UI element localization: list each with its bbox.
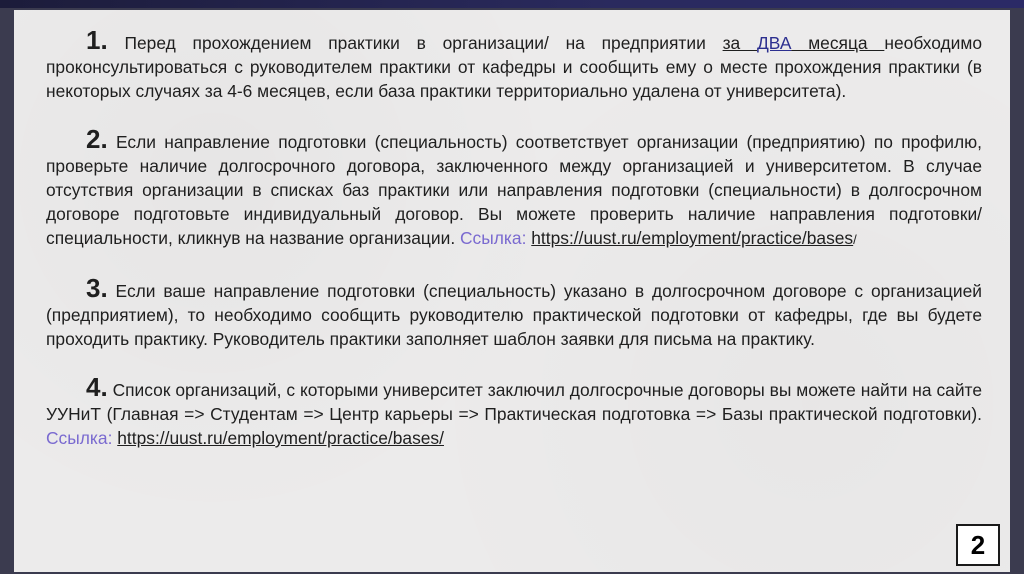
page-number: 2 — [956, 524, 1000, 566]
paragraph-1-underline-a: за — [722, 33, 758, 53]
paragraph-1-underline-b: месяца — [791, 33, 885, 53]
bases-link-2[interactable]: https://uust.ru/employment/practice/bases — [531, 228, 854, 248]
paragraph-3 — [46, 273, 982, 351]
top-bar — [0, 0, 1024, 8]
item-number-4: 4. — [86, 372, 108, 402]
item-number-1: 1. — [86, 25, 108, 55]
paragraph-1-emphasis: ДВА — [757, 33, 792, 53]
paragraph-1-text-a: Перед прохождением практики в организации/ на предприятии — [107, 33, 723, 53]
paragraph-4 — [46, 372, 982, 450]
paragraph-1 — [46, 25, 982, 103]
link-label-2: Ссылка: — [460, 228, 527, 248]
slide — [14, 10, 1010, 572]
item-number-2: 2. — [86, 124, 108, 154]
paragraph-1-text-b: необходимо проконсультироваться с руководителем практики от кафедры и сообщить ему о месте прохождения практики (в некоторых случаях за 4-6 месяцев, если база практики территориально удалена от университета). — [46, 33, 982, 101]
paragraph-2-text: Если направление подготовки (специальность) соответствует организации (предприятию) по профилю, проверьте наличие долгосрочного договора, заключенного между организацией и университетом. В случае отсутствия организации в списках баз практики или направления подготовки (специальности) в долгосрочном договоре подготовьте индивидуальный договор. Вы можете проверить наличие направления подготовки/специальности, кликнув на название организации. — [46, 132, 982, 248]
paragraph-4-text: Список организаций, с которыми университет заключил долгосрочные договоры вы можете найти на сайте УУНиТ (Главная => Студентам => Центр карьеры => Практическая подготовка => Базы практической подготовки). — [46, 380, 982, 424]
paragraph-3-text: Если ваше направление подготовки (специальность) указано в долгосрочном договоре с организацией (предприятием), то необходимо сообщить руководителю практической подготовки от кафедры, где вы будете проходить практику. Руководитель практики заполняет шаблон заявки для письма на практику. — [46, 281, 982, 349]
paragraph-2 — [46, 124, 982, 252]
link-tail-2: / — [853, 232, 857, 247]
link-label-4: Ссылка: — [46, 428, 113, 448]
item-number-3: 3. — [86, 273, 108, 303]
bases-link-4[interactable]: https://uust.ru/employment/practice/bases/ — [117, 428, 444, 448]
slide-content — [46, 25, 982, 474]
